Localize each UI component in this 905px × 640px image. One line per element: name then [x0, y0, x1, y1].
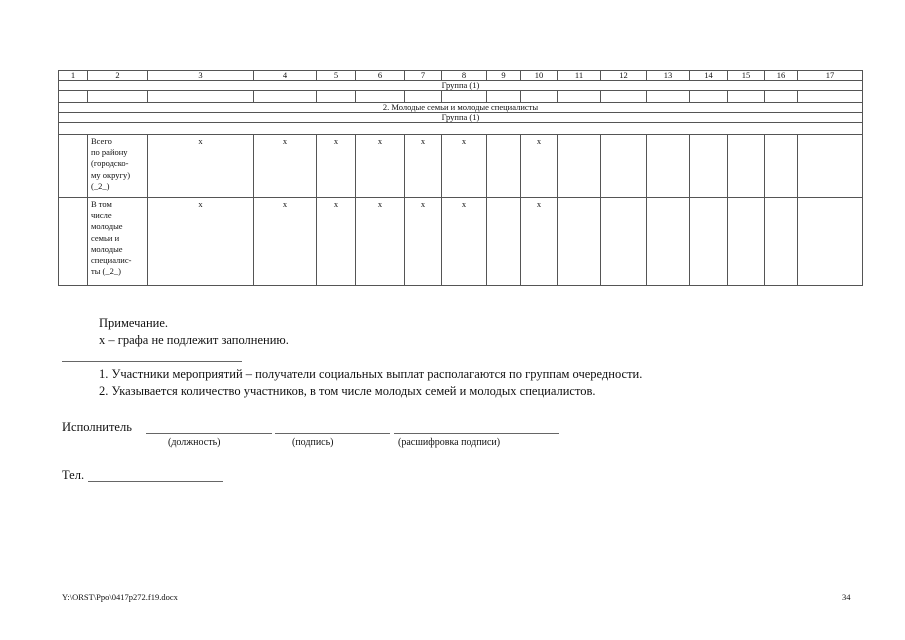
- note-title: Примечание.: [99, 316, 169, 330]
- table-cell: x: [148, 135, 254, 198]
- phone-label: Тел.: [62, 468, 85, 482]
- col-header-13: 13: [647, 71, 690, 81]
- participants-table: [58, 70, 863, 286]
- table-cell: [356, 91, 405, 103]
- signature-line: [275, 433, 390, 434]
- col-header-7: 7: [405, 71, 442, 81]
- col-header-15: 15: [728, 71, 765, 81]
- table-cell: [148, 91, 254, 103]
- label-line: му округу): [91, 169, 131, 180]
- col-header-4: 4: [254, 71, 317, 81]
- table-cell: x: [442, 135, 487, 198]
- table-cell: x: [148, 198, 254, 286]
- table-cell: x: [405, 135, 442, 198]
- col-header-8: 8: [442, 71, 487, 81]
- col-header-14: 14: [690, 71, 728, 81]
- table-cell: [317, 91, 356, 103]
- table-cell: [647, 135, 690, 198]
- phone-line: [88, 481, 223, 482]
- position-caption: (должность): [168, 437, 221, 448]
- col-header-2: 2: [88, 71, 148, 81]
- table-cell: x: [356, 198, 405, 286]
- label-line: ты (_2_): [91, 266, 121, 277]
- label-line: В том: [91, 199, 112, 209]
- table-cell: [558, 135, 601, 198]
- table-cell: x: [317, 198, 356, 286]
- table-cell: [88, 91, 148, 103]
- footnote-2: 2. Указывается количество участников, в том числе молодых семей и молодых специалистов.: [99, 384, 596, 398]
- table-cell: [765, 135, 798, 198]
- table-cell: [798, 91, 863, 103]
- label-line: числе: [91, 210, 112, 221]
- empty-row: [59, 91, 863, 103]
- col-header-9: 9: [487, 71, 521, 81]
- table-cell: [798, 135, 863, 198]
- col-header-3: 3: [148, 71, 254, 81]
- table-cell: [690, 135, 728, 198]
- table-cell: [690, 198, 728, 286]
- decoding-line: [394, 433, 559, 434]
- section-row: [59, 103, 863, 113]
- table-cell: x: [254, 135, 317, 198]
- column-number-row: [59, 71, 863, 81]
- table-cell: x: [521, 135, 558, 198]
- table-cell: [254, 91, 317, 103]
- table-cell: [487, 198, 521, 286]
- table-cell: x: [356, 135, 405, 198]
- col-header-6: 6: [356, 71, 405, 81]
- table-cell: x: [254, 198, 317, 286]
- col-header-17: 17: [798, 71, 863, 81]
- col-header-11: 11: [558, 71, 601, 81]
- table-cell: [647, 198, 690, 286]
- table-cell: [442, 91, 487, 103]
- label-line: (_2_): [91, 180, 110, 191]
- table-cell: [405, 91, 442, 103]
- table-cell: [647, 91, 690, 103]
- young-families-row: [59, 198, 863, 286]
- table-cell: [601, 135, 647, 198]
- label-line: молодые: [91, 243, 123, 254]
- label-line: молодые: [91, 221, 123, 232]
- file-path: Y:\ORST\Ppo\0417p272.f19.docx: [62, 592, 178, 602]
- table-cell: [728, 198, 765, 286]
- table-cell: x: [317, 135, 356, 198]
- empty-row: [59, 123, 863, 135]
- table-cell: [487, 135, 521, 198]
- table-cell: [521, 91, 558, 103]
- table-cell: [59, 198, 88, 286]
- label-line: специалис-: [91, 255, 132, 266]
- col-header-12: 12: [601, 71, 647, 81]
- table-cell: [487, 91, 521, 103]
- footnote-1: 1. Участники мероприятий – получатели социальных выплат располагаются по группам очередности.: [99, 367, 643, 381]
- signature-caption: (подпись): [292, 437, 334, 448]
- table-cell: [798, 198, 863, 286]
- table-cell: [690, 91, 728, 103]
- group-row: [59, 81, 863, 91]
- group-label: Группа (1): [59, 113, 863, 123]
- label-line: (городско-: [91, 158, 129, 169]
- total-row: [59, 135, 863, 198]
- executor-label: Исполнитель: [62, 420, 132, 434]
- label-line: Всего: [91, 136, 112, 146]
- label-line: по району: [91, 147, 128, 158]
- label-line: семьи и: [91, 232, 120, 243]
- young-families-row-label: [88, 198, 148, 286]
- table-cell: [558, 198, 601, 286]
- page-number: 34: [842, 592, 851, 602]
- table-cell: [59, 135, 88, 198]
- table-cell: [728, 91, 765, 103]
- table-cell: [765, 91, 798, 103]
- position-line: [146, 433, 272, 434]
- col-header-10: 10: [521, 71, 558, 81]
- col-header-16: 16: [765, 71, 798, 81]
- table-cell: [558, 91, 601, 103]
- note-x-description: x – графа не подлежит заполнению.: [99, 333, 289, 347]
- table-cell: [728, 135, 765, 198]
- col-header-5: 5: [317, 71, 356, 81]
- group-label: Группа (1): [59, 81, 863, 91]
- col-header-1: 1: [59, 71, 88, 81]
- table-cell: x: [442, 198, 487, 286]
- section-title: 2. Молодые семьи и молодые специалисты: [59, 103, 863, 113]
- group-row: [59, 113, 863, 123]
- table-cell: [601, 198, 647, 286]
- table-cell: [765, 198, 798, 286]
- table-cell: x: [405, 198, 442, 286]
- table-cell: x: [521, 198, 558, 286]
- table-cell: [59, 123, 863, 135]
- total-row-label: [88, 135, 148, 198]
- footnote-separator: [62, 361, 242, 362]
- decoding-caption: (расшифровка подписи): [398, 437, 501, 448]
- table-cell: [59, 91, 88, 103]
- table-cell: [601, 91, 647, 103]
